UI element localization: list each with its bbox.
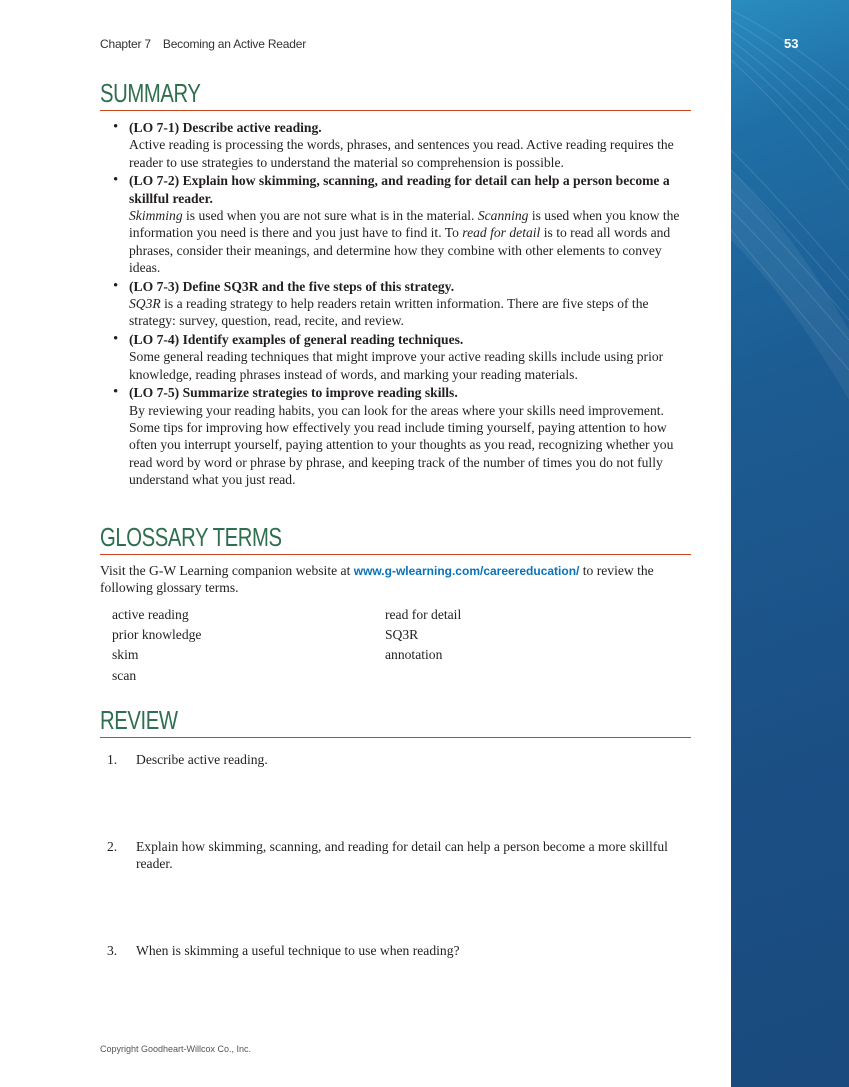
term: read for detail bbox=[462, 225, 541, 241]
summary-item bbox=[100, 119, 695, 171]
glossary-term: scan bbox=[112, 667, 137, 683]
lo-body: Active reading is processing the words, phrases, and sentences you read. Active reading requires the reader to use strategies to understand the material so comprehension is possible. bbox=[129, 137, 674, 170]
glossary-heading bbox=[100, 522, 691, 555]
glossary-term: read for detail bbox=[385, 607, 462, 622]
question-text: Describe active reading. bbox=[136, 752, 268, 767]
term: SQ3R bbox=[129, 296, 161, 312]
page-number: 53 bbox=[784, 36, 799, 51]
heading-text: GLOSSARY TERMS bbox=[100, 522, 282, 552]
intro-text: Visit the G-W Learning companion website at bbox=[100, 563, 354, 578]
lo-body: By reviewing your reading habits, you can look for the areas where your skills need improvement. Some tips for improving how effectively you read include timing yourself, paying attention to how often you interrupt yourself, paying attention to your thoughts as you read, recognizing whether you read word by word or phrase by phrase, and keeping track of the number of times you do not fully understand what you just read. bbox=[129, 402, 674, 488]
summary-heading bbox=[100, 78, 691, 111]
glossary-intro bbox=[100, 562, 695, 597]
term: Skimming bbox=[129, 208, 183, 224]
glossary-column-1 bbox=[112, 605, 201, 686]
lo-title: (LO 7-1) Describe active reading. bbox=[129, 120, 322, 135]
glossary-term: skim bbox=[112, 647, 139, 663]
glossary-term: annotation bbox=[385, 647, 443, 663]
companion-website-link[interactable]: www.g-wlearning.com/careereducation/ bbox=[353, 564, 580, 578]
lo-body: is used when you are not sure what is in the material. bbox=[182, 208, 478, 224]
glossary-term: prior knowledge bbox=[112, 627, 202, 643]
summary-list bbox=[100, 119, 695, 490]
lo-body: Some general reading techniques that might improve your active reading skills include using prior knowledge, reading phrases instead of words, and marking your reading materials. bbox=[129, 349, 664, 382]
wave-pattern-icon bbox=[731, 0, 849, 1087]
question-text: When is skimming a useful technique to use when reading? bbox=[136, 943, 460, 958]
running-header bbox=[100, 37, 306, 51]
review-heading bbox=[100, 705, 691, 738]
lo-title: (LO 7-3) Define SQ3R and the five steps of this strategy. bbox=[129, 278, 455, 294]
lo-title: (LO 7-2) Explain how skimming, scanning, and reading for detail can help a person become a skillful reader. bbox=[129, 173, 670, 206]
lo-body: is a reading strategy to help readers retain written information. There are five steps of the strategy: survey, question, read, recite, and review. bbox=[129, 296, 649, 329]
summary-item bbox=[100, 331, 695, 383]
summary-item bbox=[100, 278, 695, 330]
lo-body: is to read all words and phrases, consider their meanings, and determine how they combine with other elements to convey ideas. bbox=[129, 225, 671, 276]
copyright-footer: Copyright Goodheart-Willcox Co., Inc. bbox=[100, 1044, 252, 1054]
chapter-title: Becoming an Active Reader bbox=[162, 37, 306, 51]
term: Scanning bbox=[477, 208, 529, 224]
question-number: 3. bbox=[107, 943, 118, 958]
question-number: 1. bbox=[107, 752, 118, 767]
chapter-label: Chapter 7 bbox=[100, 37, 151, 51]
question-text: Explain how skimming, scanning, and reading for detail can help a person become a more skillful reader. bbox=[136, 839, 668, 872]
heading-text: SUMMARY bbox=[100, 78, 201, 108]
question-number: 2. bbox=[107, 839, 118, 854]
intro-text: to review the following glossary terms. bbox=[100, 563, 654, 596]
heading-text: REVIEW bbox=[100, 705, 178, 735]
glossary-term: active reading bbox=[112, 607, 189, 622]
glossary-column-2 bbox=[385, 605, 461, 666]
decorative-side-band bbox=[731, 0, 849, 1087]
glossary-term: SQ3R bbox=[385, 627, 419, 643]
summary-item bbox=[100, 384, 695, 488]
lo-body: is used when you know the information you need is there and you just have to find it. To bbox=[129, 208, 680, 241]
lo-title: (LO 7-5) Summarize strategies to improve reading skills. bbox=[129, 385, 458, 401]
lo-title: (LO 7-4) Identify examples of general reading techniques. bbox=[129, 331, 464, 347]
summary-item bbox=[100, 172, 695, 276]
